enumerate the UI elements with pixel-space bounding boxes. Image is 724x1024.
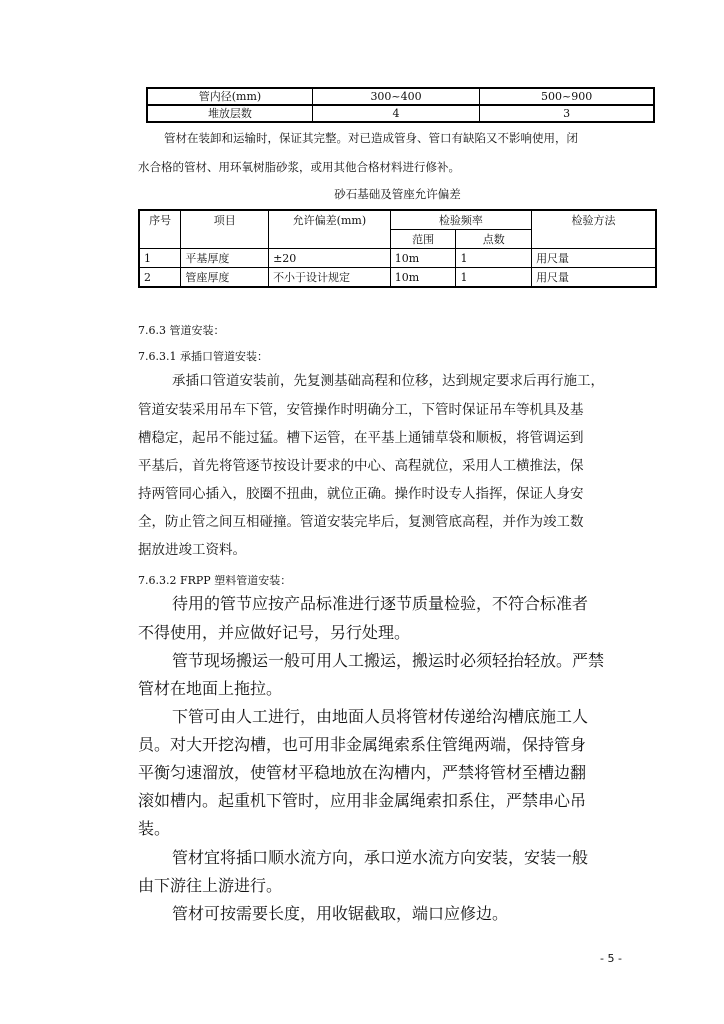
- paragraph-line: 滚如槽内。起重机下管时，应用非金属绳索扣系住，严禁串心吊: [138, 791, 587, 810]
- header-range: 范围: [390, 230, 456, 249]
- table-cell: 500~900: [480, 88, 654, 105]
- table-cell: 1: [456, 268, 532, 288]
- paragraph-line: 据放进竣工资料。: [138, 542, 246, 558]
- table-row: [139, 249, 656, 268]
- table-cell: 2: [139, 268, 181, 288]
- table-cell: 用尺量: [532, 249, 656, 268]
- paragraph-line: 承插口管道安装前，先复测基础高程和位移，达到规定要求后再行施工，: [172, 373, 604, 389]
- header-item: 项目: [181, 210, 269, 249]
- header-no: 序号: [139, 210, 181, 249]
- table-cell: 4: [312, 105, 479, 122]
- table-cell: 1: [456, 249, 532, 268]
- paragraph-line: 管材可按需要长度，用收锯截取，端口应修边。: [172, 904, 509, 923]
- header-frequency: 检验频率: [390, 210, 531, 230]
- paragraph-line: 管材宜将插口顺水流方向，承口逆水流方向安装，安装一般: [172, 848, 589, 867]
- paragraph-line: 平基后，首先将管逐节按设计要求的中心、高程就位，采用人工横推法，保: [138, 458, 584, 474]
- table-cell: 平基厚度: [181, 249, 269, 268]
- note-line: 管材在装卸和运输时，保证其完整。对已造成管身、管口有缺陷又不影响使用，闭: [164, 131, 578, 145]
- header-method: 检验方法: [532, 210, 656, 249]
- table-cell: 10m: [390, 268, 456, 288]
- paragraph-line: 员。对大开挖沟槽，也可用非金属绳索系住管绳两端，保持管身: [138, 735, 587, 754]
- table-cell: 用尺量: [532, 268, 656, 288]
- table-cell: 管内径(mm): [147, 88, 312, 105]
- section-heading: 7.6.3.1 承插口管道安装：: [138, 350, 268, 363]
- table-cell: 10m: [390, 249, 456, 268]
- table-cell: 300~400: [312, 88, 479, 105]
- table-caption: 砂石基础及管座允许偏差: [334, 187, 461, 201]
- table-cell: 堆放层数: [147, 105, 312, 122]
- table-row: [147, 88, 654, 105]
- page-number: - 5 -: [600, 952, 622, 965]
- paragraph-line: 下管可由人工进行，由地面人员将管材传递给沟槽底施工人: [172, 707, 589, 726]
- table-cell: 3: [480, 105, 654, 122]
- table-cell: 不小于设计规定: [269, 268, 391, 288]
- tolerance-table: [138, 209, 657, 288]
- table-cell: 管座厚度: [181, 268, 269, 288]
- note-line: 水合格的管材、用环氧树脂砂浆，或用其他合格材料进行修补。: [138, 160, 460, 174]
- paragraph-line: 由下游往上游进行。: [138, 876, 283, 895]
- table-cell: ±20: [269, 249, 391, 268]
- table-row: [139, 268, 656, 288]
- table-header-row: [139, 210, 656, 230]
- paragraph-line: 全，防止管之间互相碰撞。管道安装完毕后，复测管底高程，并作为竣工数: [138, 514, 584, 530]
- pipe-stacking-table: [146, 87, 655, 123]
- paragraph-line: 管材在地面上拖拉。: [138, 679, 283, 698]
- paragraph-line: 槽稳定，起吊不能过猛。槽下运管，在平基上通铺草袋和顺板，将管调运到: [138, 430, 584, 446]
- paragraph-line: 待用的管节应按产品标准进行逐节质量检验，不符合标准者: [172, 594, 589, 613]
- paragraph-line: 装。: [138, 819, 171, 838]
- header-points: 点数: [456, 230, 532, 249]
- table-cell: 1: [139, 249, 181, 268]
- paragraph-line: 持两管同心插入，胶圈不扭曲，就位正确。操作时设专人指挥，保证人身安: [138, 486, 584, 502]
- header-tolerance: 允许偏差(mm): [269, 210, 391, 249]
- section-heading: 7.6.3.2 FRPP 塑料管道安装：: [138, 574, 292, 587]
- table-row: [147, 105, 654, 122]
- paragraph-line: 管节现场搬运一般可用人工搬运，搬运时必须轻抬轻放。严禁: [172, 651, 605, 670]
- section-heading: 7.6.3 管道安装：: [138, 324, 225, 337]
- paragraph-line: 平衡匀速溜放，使管材平稳地放在沟槽内，严禁将管材至槽边翻: [138, 763, 587, 782]
- paragraph-line: 不得使用，并应做好记号，另行处理。: [138, 623, 411, 642]
- paragraph-line: 管道安装采用吊车下管，安管操作时明确分工，下管时保证吊车等机具及基: [138, 402, 584, 418]
